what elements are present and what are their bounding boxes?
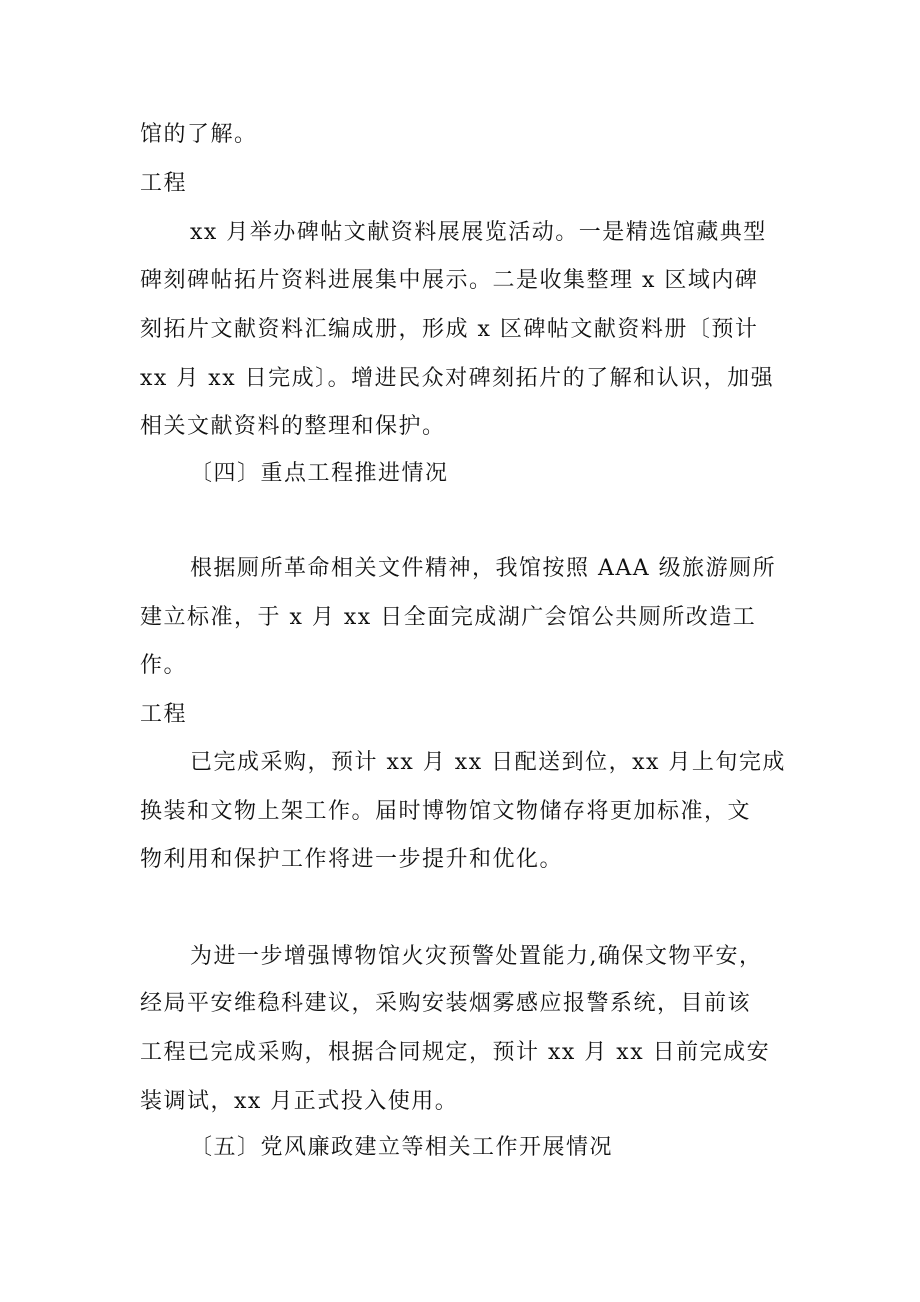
text-line: xx 月 xx 日完成〕。增进民众对碑刻拓片的了解和认识，加强 xyxy=(140,366,775,391)
text-line: 换装和文物上架工作。届时博物馆文物储存将更加标准，文 xyxy=(140,799,752,824)
text-line: 装调试，xx 月正式投入使用。 xyxy=(140,1089,459,1114)
text-line: 作。 xyxy=(140,653,188,678)
section-label: 工程 xyxy=(140,171,188,196)
text-line: 建立标准，于 x 月 xx 日全面完成湖广会馆公共厕所改造工 xyxy=(140,605,757,630)
text-line: 为进一步增强博物馆火灾预警处置能力,确保文物平安， xyxy=(190,944,763,969)
text-line: 根据厕所革命相关文件精神，我馆按照 AAA 级旅游厕所 xyxy=(190,556,777,581)
text-line: 经局平安维稳科建议，采购安装烟雾感应报警系统，目前该 xyxy=(140,991,752,1016)
section-heading: 〔四〕重点工程推进情况 xyxy=(190,461,449,486)
text-line: 已完成采购，预计 xx 月 xx 日配送到位，xx 月上旬完成 xyxy=(190,750,786,775)
text-line: 馆的了解。 xyxy=(140,122,258,147)
text-line: 相关文献资料的整理和保护。 xyxy=(140,414,446,439)
text-line: 工程已完成采购，根据合同规定，预计 xx 月 xx 日前完成安 xyxy=(140,1040,771,1065)
text-line: xx 月举办碑帖文献资料展展览活动。一是精选馆藏典型 xyxy=(190,220,767,245)
section-label: 工程 xyxy=(140,702,188,727)
text-line: 碑刻碑帖拓片资料进展集中展示。二是收集整理 x 区域内碑 xyxy=(140,268,759,293)
text-line: 物利用和保护工作将进一步提升和优化。 xyxy=(140,847,564,872)
text-line: 刻拓片文献资料汇编成册，形成 x 区碑帖文献资料册〔预计 xyxy=(140,317,759,342)
section-heading: 〔五〕党风廉政建立等相关工作开展情况 xyxy=(190,1135,614,1160)
